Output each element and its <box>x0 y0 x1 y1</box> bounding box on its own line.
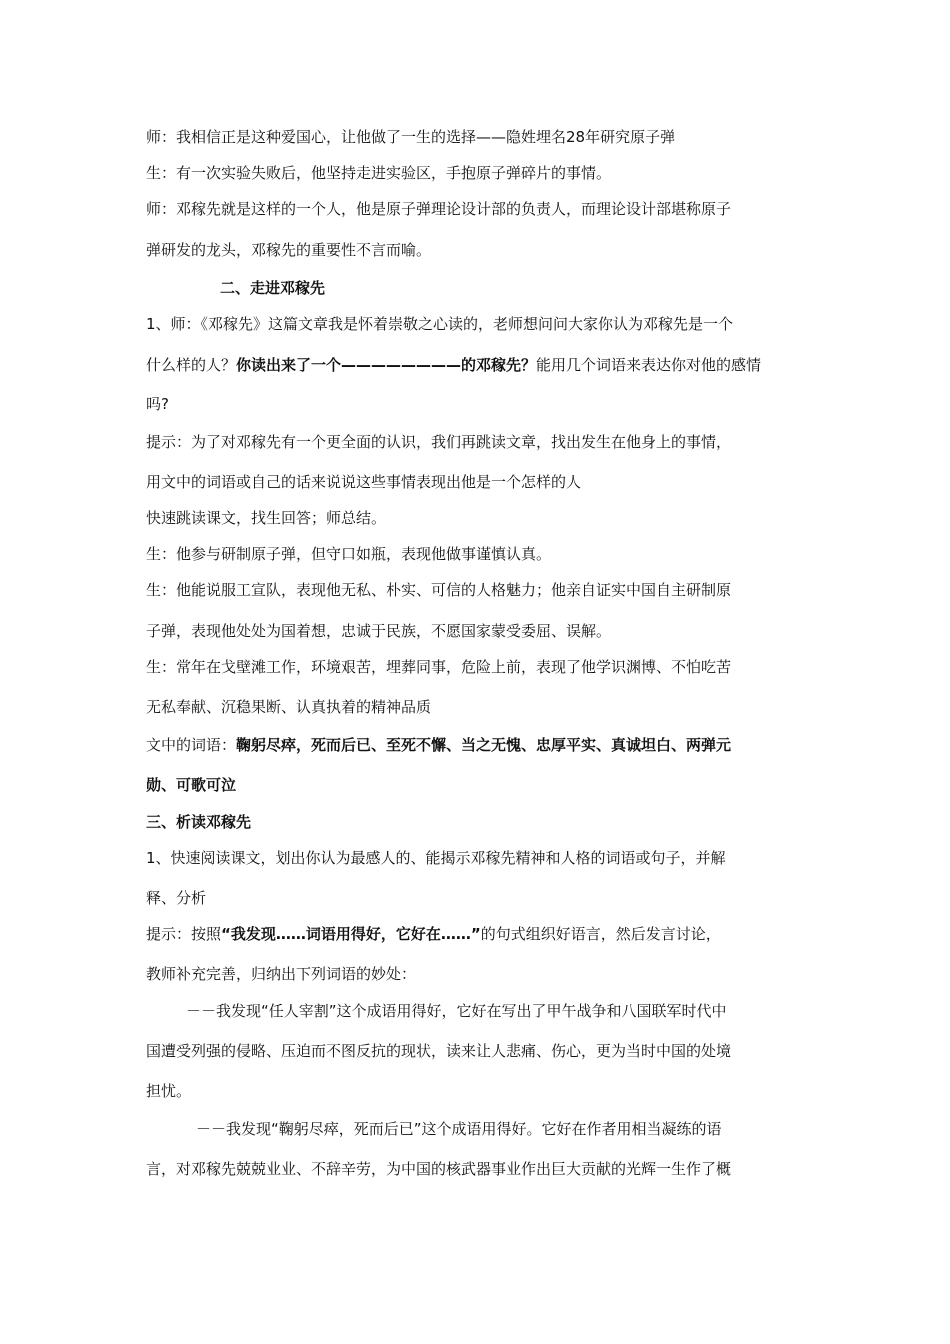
paragraph-line: 快速跳读课文，找生回答；师总结。 <box>146 509 387 527</box>
paragraph-line: 释、分析 <box>146 889 207 907</box>
paragraph-line: 生：他能说服工宣队，表现他无私、朴实、可信的人格魅力；他亲自证实中国自主研制原 <box>146 581 732 599</box>
paragraph-line: 国遭受列强的侵略、压迫而不图反抗的现状，读来让人悲痛、伤心，更为当时中国的处境 <box>146 1042 732 1060</box>
paragraph-line: 生：常年在戈壁滩工作，环境艰苦，埋葬同事，危险上前，表现了他学识渊博、不怕吃苦 <box>146 658 732 676</box>
bold-question: 你读出来了一个————————的邓稼先？ <box>236 356 537 374</box>
text-run: 能用几个词语来表达你对他的感情 <box>536 356 762 374</box>
paragraph-line <box>146 355 761 375</box>
bold-term-list: 鞠躬尽瘁，死而后已、至死不懈、当之无愧、忠厚平实、真诚坦白、两弹元 <box>236 736 732 754</box>
paragraph-line: 教师补充完善，归纳出下列词语的妙处： <box>146 965 417 983</box>
paragraph-line: 勋、可歌可泣 <box>146 776 237 794</box>
paragraph-line: －－我发现“鞠躬尽瘁，死而后已”这个成语用得好。它好在作者用相当凝练的语 <box>196 1120 722 1138</box>
paragraph-line: 吗? <box>146 395 169 413</box>
section-heading: 二、走进邓稼先 <box>220 279 326 297</box>
text-run: 什么样的人？ <box>146 356 237 374</box>
paragraph-line: 无私奉献、沉稳果断、认真执着的精神品质 <box>146 698 432 716</box>
text-run: 提示：按照 <box>146 925 222 943</box>
section-heading: 三、析读邓稼先 <box>146 813 252 831</box>
paragraph-line: －－我发现“任人宰割”这个成语用得好，它好在写出了甲午战争和八国联军时代中 <box>186 1002 727 1020</box>
paragraph-line: 1、快速阅读课文，划出你认为最感人的、能揭示邓稼先精神和人格的词语或句子，并解 <box>146 849 726 867</box>
paragraph-line: 1、师：《邓稼先》这篇文章我是怀着崇敬之心读的，老师想问问大家你认为邓稼先是一个 <box>146 315 734 333</box>
paragraph-line <box>146 735 731 755</box>
paragraph-line: 用文中的词语或自己的话来说说这些事情表现出他是一个怎样的人 <box>146 473 582 491</box>
paragraph-line: 师：我相信正是这种爱国心，让他做了一生的选择——隐姓埋名28年研究原子弹 <box>146 128 676 146</box>
paragraph-line: 弹研发的龙头，邓稼先的重要性不言而喻。 <box>146 241 432 259</box>
paragraph-line: 担忧。 <box>146 1082 192 1100</box>
paragraph-line: 师：邓稼先就是这样的一个人，他是原子弹理论设计部的负责人，而理论设计部堪称原子 <box>146 200 732 218</box>
paragraph-line: 提示：为了对邓稼先有一个更全面的认识，我们再跳读文章，找出发生在他身上的事情， <box>146 433 732 451</box>
paragraph-line: 生：他参与研制原子弹，但守口如瓶，表现他做事谨慎认真。 <box>146 545 552 563</box>
paragraph-line: 言，对邓稼先兢兢业业、不辞辛劳，为中国的核武器事业作出巨大贡献的光辉一生作了概 <box>146 1160 732 1178</box>
paragraph-line: 子弹，表现他处处为国着想，忠诚于民族，不愿国家蒙受委屈、误解。 <box>146 622 612 640</box>
paragraph-line <box>146 924 721 944</box>
paragraph-line: 生：有一次实验失败后，他坚持走进实验区，手抱原子弹碎片的事情。 <box>146 164 612 182</box>
text-run: 的句式组织好语言，然后发言讨论， <box>480 925 721 943</box>
bold-sentence-pattern: “我发现……词语用得好，它好在……” <box>221 925 481 943</box>
text-run: 文中的词语： <box>146 736 237 754</box>
